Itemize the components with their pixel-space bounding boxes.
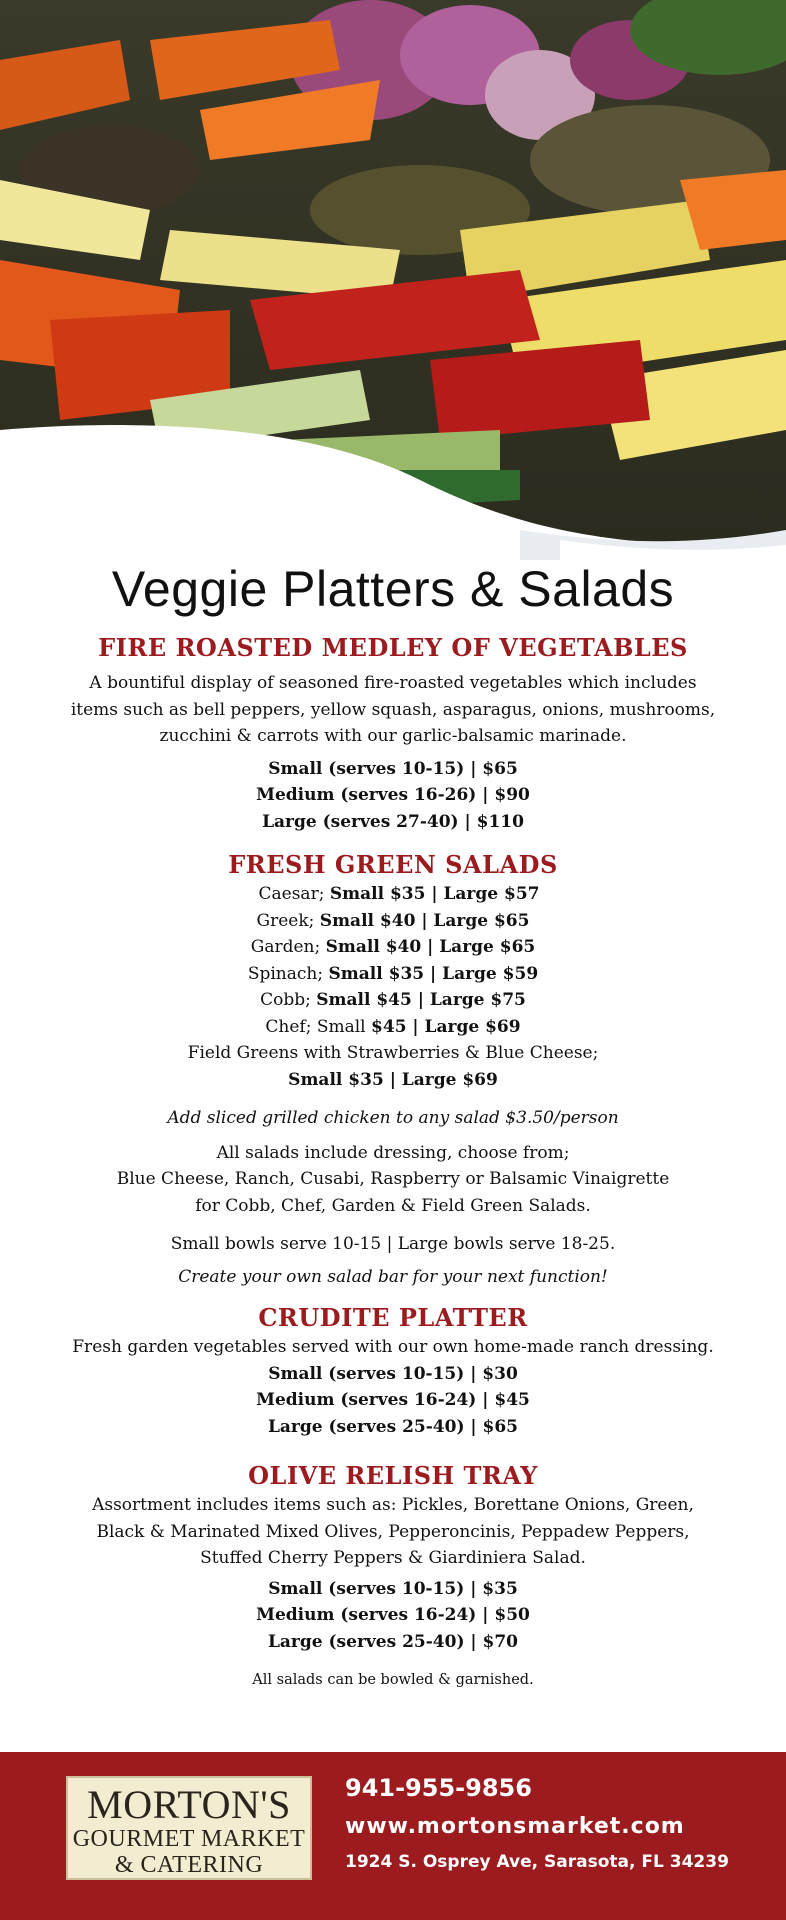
website-link[interactable]: www.mortonsmarket.com xyxy=(345,1814,685,1839)
salad-price: $45 | Large $69 xyxy=(371,1016,521,1037)
dressing-line: Blue Cheese, Ranch, Cusabi, Raspberry or Balsamic Vinaigrette xyxy=(116,1169,670,1189)
salad-name: Chef; Small xyxy=(265,1016,372,1037)
grilled-vegetables-image xyxy=(0,0,786,560)
menu-content xyxy=(0,560,786,1691)
phone-number[interactable]: 941-955-9856 xyxy=(345,1774,532,1802)
section-olive-relish xyxy=(0,1460,786,1691)
address: 1924 S. Osprey Ave, Sarasota, FL 34239 xyxy=(345,1852,729,1872)
salad-item xyxy=(0,934,786,961)
logo-line: GOURMET MARKET xyxy=(72,1826,306,1852)
section-heading: CRUDITE PLATTER xyxy=(258,1303,528,1332)
bowled-note: All salads can be bowled & garnished. xyxy=(252,1672,534,1688)
description-line: A bountiful display of seasoned fire-roasted vegetables which includes xyxy=(89,673,697,693)
description-line: zucchini & carrots with our garlic-balsamic marinade. xyxy=(159,726,627,746)
salad-list xyxy=(0,881,786,1093)
dressing-line: All salads include dressing, choose from; xyxy=(216,1142,570,1163)
salad-name: Greek; xyxy=(256,910,320,931)
logo-line: & CATERING xyxy=(114,1852,264,1878)
page-title: Veggie Platters & Salads xyxy=(111,561,675,617)
dressing-note xyxy=(0,1140,786,1220)
size-price: Medium (serves 16-26) | $90 xyxy=(256,785,530,805)
section-description xyxy=(0,1492,786,1572)
field-greens-price: Small $35 | Large $69 xyxy=(288,1069,498,1090)
section-crudite xyxy=(0,1302,786,1440)
salad-name: Field Greens with Strawberries & Blue Cheese; xyxy=(187,1043,599,1063)
salad-price: Small $35 | Large $59 xyxy=(328,963,539,984)
salad-item xyxy=(0,908,786,935)
size-price: Small (serves 10-15) | $65 xyxy=(268,758,518,779)
mortons-logo xyxy=(66,1776,312,1880)
contact-info xyxy=(345,1772,729,1874)
section-description xyxy=(0,670,786,750)
salad-name: Spinach; xyxy=(247,963,329,984)
salad-name: Garden; xyxy=(250,937,326,957)
size-price: Large (serves 27-40) | $110 xyxy=(262,811,524,832)
salad-price: Small $40 | Large $65 xyxy=(319,910,530,931)
size-price: Large (serves 25-40) | $70 xyxy=(267,1631,519,1652)
section-green-salads xyxy=(0,849,786,1290)
salad-price: Small $35 | Large $57 xyxy=(329,884,540,904)
salad-item xyxy=(0,1040,786,1067)
chicken-addon-note: Add sliced grilled chicken to any salad $3.50/person xyxy=(167,1108,619,1128)
section-fire-roasted xyxy=(0,632,786,835)
section-heading: FRESH GREEN SALADS xyxy=(228,850,558,879)
salad-bar-note: Create your own salad bar for your next function! xyxy=(178,1266,608,1287)
salad-price: Small $45 | Large $75 xyxy=(316,990,526,1010)
logo-line: MORTON'S xyxy=(87,1782,291,1827)
size-list xyxy=(0,1361,786,1441)
salad-item xyxy=(0,961,786,988)
size-price: Large (serves 25-40) | $65 xyxy=(267,1416,519,1437)
size-price: Medium (serves 16-24) | $50 xyxy=(256,1605,530,1625)
footer-bar xyxy=(0,1752,786,1920)
size-list xyxy=(0,756,786,836)
description-line: items such as bell peppers, yellow squash, asparagus, onions, mushrooms, xyxy=(70,699,716,720)
section-heading: FIRE ROASTED MEDLEY OF VEGETABLES xyxy=(98,633,688,662)
description-line: Fresh garden vegetables served with our own home-made ranch dressing. xyxy=(72,1337,714,1357)
section-heading: OLIVE RELISH TRAY xyxy=(248,1461,538,1490)
size-list xyxy=(0,1576,786,1656)
size-price: Small (serves 10-15) | $35 xyxy=(268,1578,518,1599)
salad-name: Caesar; xyxy=(258,884,330,904)
size-price: Small (serves 10-15) | $30 xyxy=(268,1363,518,1384)
salad-name: Cobb; xyxy=(260,990,317,1010)
salad-item xyxy=(0,1014,786,1041)
salad-item xyxy=(0,881,786,908)
salad-item xyxy=(0,987,786,1014)
size-price: Medium (serves 16-24) | $45 xyxy=(256,1390,530,1410)
dressing-line: for Cobb, Chef, Garden & Field Green Salads. xyxy=(195,1195,591,1216)
hero-vegetable-photo xyxy=(0,0,786,560)
description-line: Black & Marinated Mixed Olives, Pepperoncinis, Peppadew Peppers, xyxy=(96,1521,690,1542)
description-line: Stuffed Cherry Peppers & Giardiniera Salad. xyxy=(200,1548,586,1568)
bowls-note: Small bowls serve 10-15 | Large bowls serve 18-25. xyxy=(170,1234,616,1254)
description-line: Assortment includes items such as: Pickles, Borettane Onions, Green, xyxy=(92,1495,694,1515)
salad-price: Small $40 | Large $65 xyxy=(325,937,536,957)
